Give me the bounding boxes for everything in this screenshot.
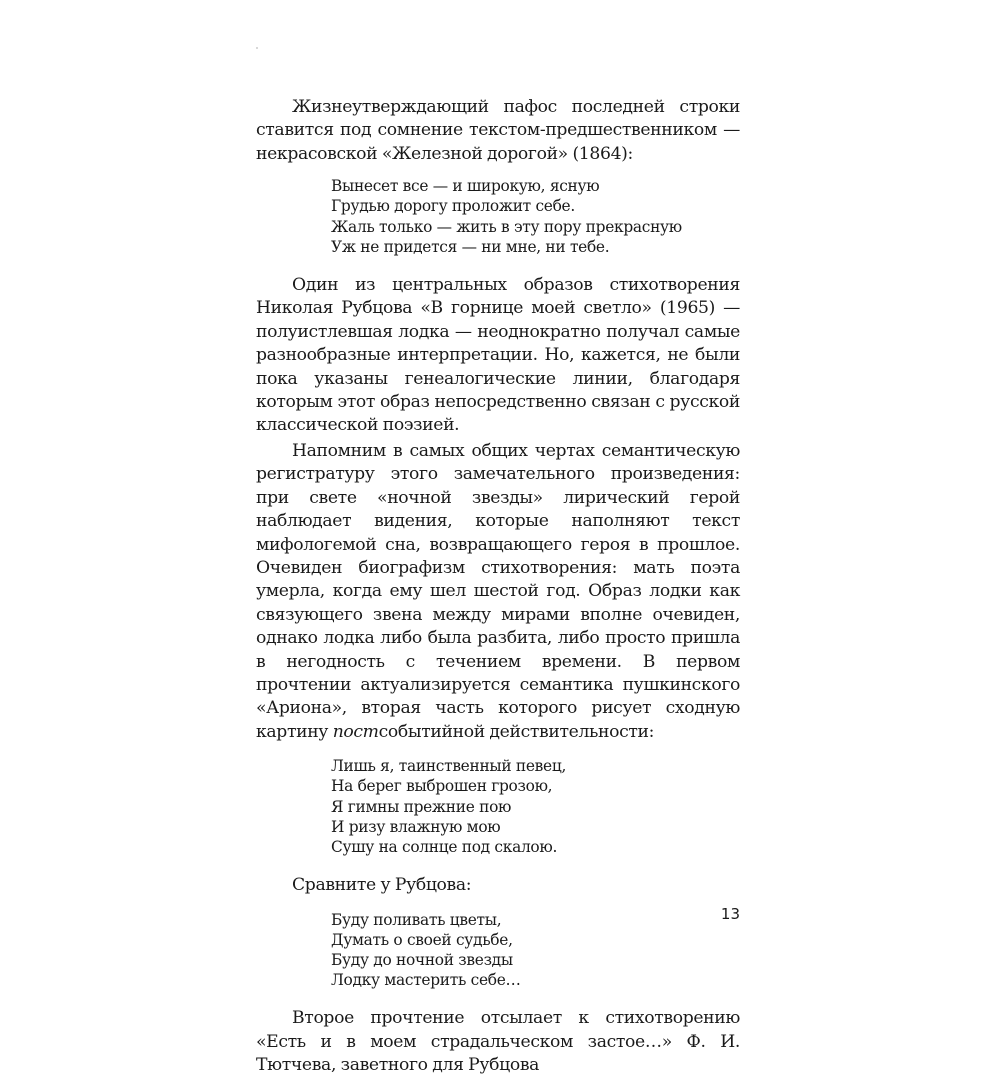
paragraph-2: Один из центральных образов стихотворения Николая Рубцова «В горнице моей светло» (1965) — полуистлевшая лодка — неоднократно получал самые разнообразные интерпретации. Но, кажется, не были пока указаны генеалогические линии, благодаря которым этот образ непосредственно связан с русской классической поэзией. bbox=[256, 275, 740, 436]
verse-line: Грудью дорогу проложит себе. bbox=[331, 197, 575, 216]
verse-line: Думать о своей судьбе, bbox=[331, 930, 513, 949]
paragraph-1: Жизнеутверждающий пафос последней строки ставится под сомнение текстом-предшественником — некрасовской «Железной дорогой» (1864): bbox=[256, 97, 740, 164]
verse-line: Вынесет все — и широкую, ясную bbox=[331, 177, 600, 196]
verse-line: Жаль только — жить в эту пору прекрасную bbox=[331, 217, 682, 236]
verse-line: Лодку мастерить себе… bbox=[331, 971, 521, 990]
verse-rubtsov bbox=[256, 910, 740, 991]
book-page bbox=[256, 96, 740, 1078]
verse-line: Буду поливать цветы, bbox=[331, 910, 502, 929]
verse-nekrasov bbox=[256, 176, 740, 257]
verse-line: И ризу влажную мою bbox=[331, 817, 501, 836]
verse-line: Лишь я, таинственный певец, bbox=[331, 757, 567, 776]
paragraph-3-text: Напомним в самых общих чертах семантическую регистратуру этого замечательного произведения: при свете «ночной звезды» лирический герой наблюдает видения, которые наполняют текст мифологемой сна, возвращающего героя в прошлое. Очевиден биографизм стихотворения: мать поэта умерла, когда ему шел шестой год. Образ лодки как связующего звена между мирами вполне очевиден, однако лодка либо была разбита, либо просто пришла в негодность с течением времени. В первом прочтении актуализируется семантика пушкинского «Ариона», вторая часть которого рисует сходную картину bbox=[256, 440, 740, 742]
verse-line: Сушу на солнце под скалою. bbox=[331, 837, 558, 856]
paragraph-3-italic: пост bbox=[332, 721, 379, 742]
paragraph-3-tail: событийной действительности: bbox=[378, 721, 655, 742]
paragraph-5: Второе прочтение отсылает к стихотворению «Есть и в моем страдальческом застое…» Ф. И. Тютчева, заветного для Рубцова bbox=[256, 1008, 740, 1076]
paragraph-4: Сравните у Рубцова: bbox=[292, 875, 472, 896]
paragraph-3 bbox=[256, 440, 740, 744]
verse-pushkin bbox=[256, 756, 740, 857]
verse-line: Я гимны прежние пою bbox=[331, 797, 512, 816]
scan-speck bbox=[256, 47, 258, 49]
page-number: 13 bbox=[720, 905, 740, 923]
verse-line: Уж не придется — ни мне, ни тебе. bbox=[331, 237, 610, 256]
verse-line: Буду до ночной звезды bbox=[331, 950, 513, 969]
verse-line: На берег выброшен грозою, bbox=[331, 777, 553, 796]
